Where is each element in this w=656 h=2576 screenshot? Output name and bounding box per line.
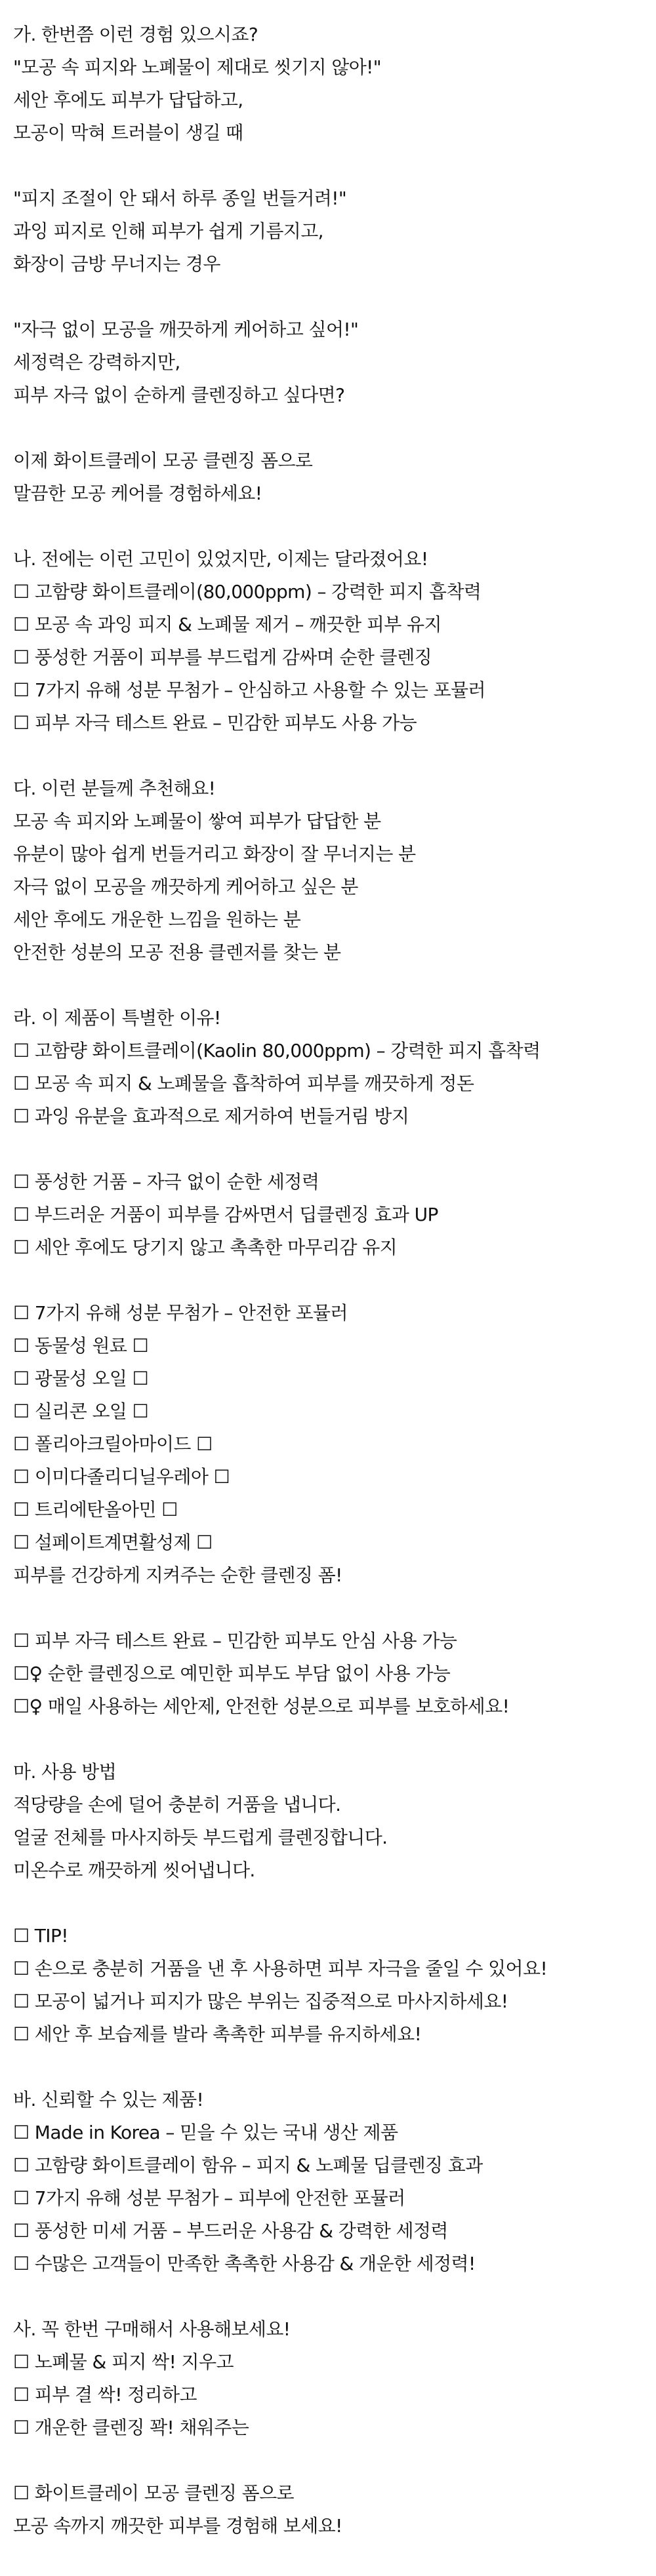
- section-spacer: [13, 1887, 643, 1920]
- text-line: 모공 속 피지와 노폐물이 쌓여 피부가 답답한 분: [13, 810, 381, 832]
- text-line: ☐ 세안 후에도 당기지 않고 촉촉한 마무리감 유지: [13, 1237, 398, 1258]
- text-line: 과잉 피지로 인해 피부가 쉽게 기름지고,: [13, 220, 323, 242]
- text-section: [13, 18, 643, 149]
- text-line: ☐ 설페이트계면활성제 ☐: [13, 1532, 213, 1553]
- text-section: [13, 1297, 643, 1592]
- text-section: [13, 2313, 643, 2444]
- text-line: ☐ 고함량 화이트클레이(Kaolin 80,000ppm) – 강력한 피지 흡착력: [13, 1040, 541, 1061]
- section-spacer: [13, 2051, 643, 2084]
- text-line: 얼굴 전체를 마사지하듯 부드럽게 클렌징합니다.: [13, 1827, 388, 1848]
- text-line: 이제 화이트클레이 모공 클렌징 폼으로: [13, 450, 313, 471]
- text-line: ☐ 풍성한 거품 – 자극 없이 순한 세정력: [13, 1171, 319, 1193]
- section-spacer: [13, 1264, 643, 1297]
- text-section: [13, 313, 643, 412]
- text-line: ☐ 7가지 유해 성분 무첨가 – 피부에 안전한 포뮬러: [13, 2187, 405, 2209]
- text-line: ☐ Made in Korea – 믿을 수 있는 국내 생산 제품: [13, 2122, 398, 2143]
- text-line: 가. 한번쯤 이런 경험 있으시죠?: [13, 24, 258, 45]
- text-line: ☐ 과잉 유분을 효과적으로 제거하여 번들거림 방지: [13, 1105, 409, 1127]
- text-line: "자극 없이 모공을 깨끗하게 케어하고 싶어!": [13, 319, 359, 340]
- text-line: 세안 후에도 피부가 답답하고,: [13, 89, 243, 111]
- text-section: [13, 543, 643, 740]
- text-line: 다. 이런 분들께 추천해요!: [13, 778, 216, 799]
- text-line: ☐ 실리콘 오일 ☐: [13, 1400, 149, 1422]
- text-section: [13, 1756, 643, 1887]
- text-line: ☐ 피부 결 싹! 정리하고: [13, 2384, 197, 2406]
- text-section: [13, 1920, 643, 2051]
- text-line: 피부 자극 없이 순하게 클렌징하고 싶다면?: [13, 384, 345, 406]
- text-line: "피지 조절이 안 돼서 하루 종일 번들거려!": [13, 188, 347, 209]
- text-line: 유분이 많아 쉽게 번들거리고 화장이 잘 무너지는 분: [13, 843, 416, 865]
- section-spacer: [13, 969, 643, 1002]
- text-line: ☐ 손으로 충분히 거품을 낸 후 사용하면 피부 자극을 줄일 수 있어요!: [13, 1958, 548, 1979]
- section-spacer: [13, 2280, 643, 2313]
- section-spacer: [13, 1723, 643, 1756]
- text-line: ☐ 폴리아크릴아마이드 ☐: [13, 1433, 213, 1455]
- text-line: ☐ 화이트클레이 모공 클렌징 폼으로: [13, 2482, 294, 2504]
- text-line: 말끔한 모공 케어를 경험하세요!: [13, 483, 262, 504]
- text-line: ☐ 개운한 클렌징 꽉! 채워주는: [13, 2417, 249, 2438]
- text-line: ☐ TIP!: [13, 1925, 68, 1947]
- text-line: ☐ 고함량 화이트클레이 함유 – 피지 & 노폐물 딥클렌징 효과: [13, 2154, 483, 2176]
- section-spacer: [13, 1592, 643, 1625]
- text-section: [13, 445, 643, 510]
- section-spacer: [13, 412, 643, 445]
- text-line: ☐ 피부 자극 테스트 완료 – 민감한 피부도 사용 가능: [13, 712, 417, 734]
- section-spacer: [13, 149, 643, 182]
- text-section: [13, 1002, 643, 1133]
- text-line: 모공이 막혀 트러블이 생길 때: [13, 122, 243, 144]
- text-line: 세안 후에도 개운한 느낌을 원하는 분: [13, 909, 301, 930]
- text-section: [13, 1166, 643, 1264]
- text-line: 모공 속까지 깨끗한 피부를 경험해 보세요!: [13, 2515, 342, 2537]
- text-line: ☐ 트리에탄올아민 ☐: [13, 1499, 178, 1520]
- section-spacer: [13, 281, 643, 313]
- text-line: 자극 없이 모공을 깨끗하게 케어하고 싶은 분: [13, 876, 358, 898]
- text-line: 피부를 건강하게 지켜주는 순한 클렌징 폼!: [13, 1564, 342, 1586]
- text-line: ☐ 풍성한 거품이 피부를 부드럽게 감싸며 순한 클렌징: [13, 646, 432, 668]
- text-line: ☐ 모공이 넓거나 피지가 많은 부위는 집중적으로 마사지하세요!: [13, 1991, 508, 2012]
- text-line: ☐ 세안 후 보습제를 발라 촉촉한 피부를 유지하세요!: [13, 2023, 422, 2045]
- text-section: [13, 1625, 643, 1723]
- text-line: 화장이 금방 무너지는 경우: [13, 253, 220, 275]
- text-line: ☐ 광물성 오일 ☐: [13, 1368, 149, 1389]
- text-section: [13, 2084, 643, 2280]
- text-line: 적당량을 손에 덜어 충분히 거품을 냅니다.: [13, 1794, 341, 1815]
- text-line: ☐ 수많은 고객들이 만족한 촉촉한 사용감 & 개운한 세정력!: [13, 2253, 476, 2274]
- text-section: [13, 2477, 643, 2543]
- text-line: ☐ 노폐물 & 피지 싹! 지우고: [13, 2351, 234, 2373]
- text-line: ☐ 고함량 화이트클레이(80,000ppm) – 강력한 피지 흡착력: [13, 581, 482, 603]
- text-line: ☐ 모공 속 과잉 피지 & 노폐물 제거 – 깨끗한 피부 유지: [13, 614, 441, 635]
- text-line: ☐ 7가지 유해 성분 무첨가 – 안전한 포뮬러: [13, 1302, 348, 1324]
- text-line: 사. 꼭 한번 구매해서 사용해보세요!: [13, 2318, 291, 2340]
- text-line: 안전한 성분의 모공 전용 클렌저를 찾는 분: [13, 941, 341, 963]
- text-line: ☐ 풍성한 미세 거품 – 부드러운 사용감 & 강력한 세정력: [13, 2220, 448, 2242]
- text-line: 세정력은 강력하지만,: [13, 351, 180, 373]
- text-line: ☐ 이미다졸리디닐우레아 ☐: [13, 1466, 230, 1488]
- text-line: "모공 속 피지와 노폐물이 제대로 씻기지 않아!": [13, 56, 382, 78]
- text-line: 미온수로 깨끗하게 씻어냅니다.: [13, 1859, 255, 1881]
- text-line: ☐♀ 순한 클렌징으로 예민한 피부도 부담 없이 사용 가능: [13, 1663, 451, 1684]
- section-spacer: [13, 510, 643, 543]
- product-description-document: [13, 18, 643, 2543]
- section-spacer: [13, 1133, 643, 1166]
- text-line: ☐ 7가지 유해 성분 무첨가 – 안심하고 사용할 수 있는 포뮬러: [13, 679, 485, 701]
- text-line: ☐♀ 매일 사용하는 세안제, 안전한 성분으로 피부를 보호하세요!: [13, 1695, 510, 1717]
- text-section: [13, 182, 643, 281]
- section-spacer: [13, 740, 643, 772]
- text-line: 나. 전에는 이런 고민이 있었지만, 이제는 달라졌어요!: [13, 548, 428, 570]
- text-section: [13, 772, 643, 969]
- text-line: ☐ 부드러운 거품이 피부를 감싸면서 딥클렌징 효과 UP: [13, 1204, 438, 1225]
- text-line: ☐ 피부 자극 테스트 완료 – 민감한 피부도 안심 사용 가능: [13, 1630, 457, 1652]
- text-line: 바. 신뢰할 수 있는 제품!: [13, 2089, 204, 2110]
- text-line: 마. 사용 방법: [13, 1761, 117, 1783]
- text-line: 라. 이 제품이 특별한 이유!: [13, 1007, 221, 1029]
- section-spacer: [13, 2444, 643, 2477]
- text-line: ☐ 모공 속 피지 & 노폐물을 흡착하여 피부를 깨끗하게 정돈: [13, 1073, 474, 1094]
- text-line: ☐ 동물성 원료 ☐: [13, 1335, 149, 1357]
